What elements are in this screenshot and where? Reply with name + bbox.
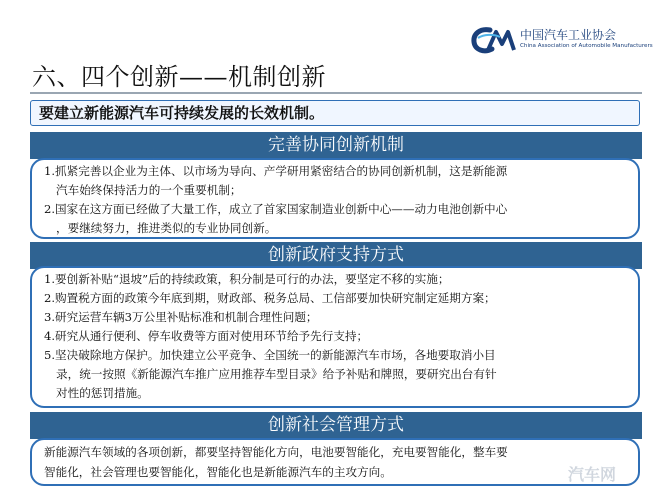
list-item: 智能化，社会管理也要智能化，智能化也是新能源汽车的主攻方向。 — [44, 465, 392, 479]
list-item: 录，统一按照《新能源汽车推广应用推荐车型目录》给予补贴和牌照，要研究出台有针 — [56, 367, 497, 381]
section-box-collaborative-innovation — [30, 158, 640, 239]
list-item: 2.国家在这方面已经做了大量工作，成立了首家国家制造业创新中心——动力电池创新中心 — [44, 202, 508, 216]
caam-logo — [470, 24, 653, 58]
list-item: 新能源汽车领域的各项创新，都要坚持智能化方向，电池要智能化，充电要智能化，整车要 — [44, 445, 508, 459]
section-box-social-management — [30, 438, 640, 486]
list-item: 4.研究从通行便利、停车收费等方面对使用环节给予先行支持； — [44, 329, 369, 343]
list-item: 1.抓紧完善以企业为主体、以市场为导向、产学研用紧密结合的协同创新机制，这是新能源 — [44, 164, 508, 178]
section-header-government-support: 创新政府支持方式 — [30, 242, 642, 269]
section-box-government-support — [30, 266, 640, 408]
list-item: 汽车始终保持活力的一个重要机制； — [56, 183, 242, 197]
intro-statement: 要建立新能源汽车可持续发展的长效机制。 — [30, 100, 640, 126]
watermark: 汽车网 — [568, 465, 617, 484]
list-item: 5.坚决破除地方保护。加快建立公平竞争、全国统一的新能源汽车市场，各地要取消小目 — [44, 348, 496, 362]
page-title: 六、四个创新——机制创新 — [32, 63, 326, 91]
list-item: 3.研究运营车辆3万公里补贴标准和机制合理性问题； — [44, 310, 318, 324]
title-divider — [30, 92, 642, 94]
section-header-collaborative-innovation: 完善协同创新机制 — [30, 132, 642, 159]
list-item: 2.购置税方面的政策今年底到期，财政部、税务总局、工信部要加快研究制定延期方案； — [44, 291, 496, 305]
list-item: ，要继续努力，推进类似的专业协同创新。 — [56, 221, 277, 235]
caam-logo-icon — [470, 24, 516, 56]
section-header-social-management: 创新社会管理方式 — [30, 412, 642, 439]
list-item: 1.要创新补贴“退坡”后的持续政策，积分制是可行的办法，要坚定不移的实施； — [44, 272, 450, 286]
logo-name-en: China Association of Automobile Manufacturers — [520, 43, 653, 49]
list-item: 对性的惩罚措施。 — [56, 386, 149, 400]
logo-name-cn: 中国汽车工业协会 — [520, 28, 617, 42]
